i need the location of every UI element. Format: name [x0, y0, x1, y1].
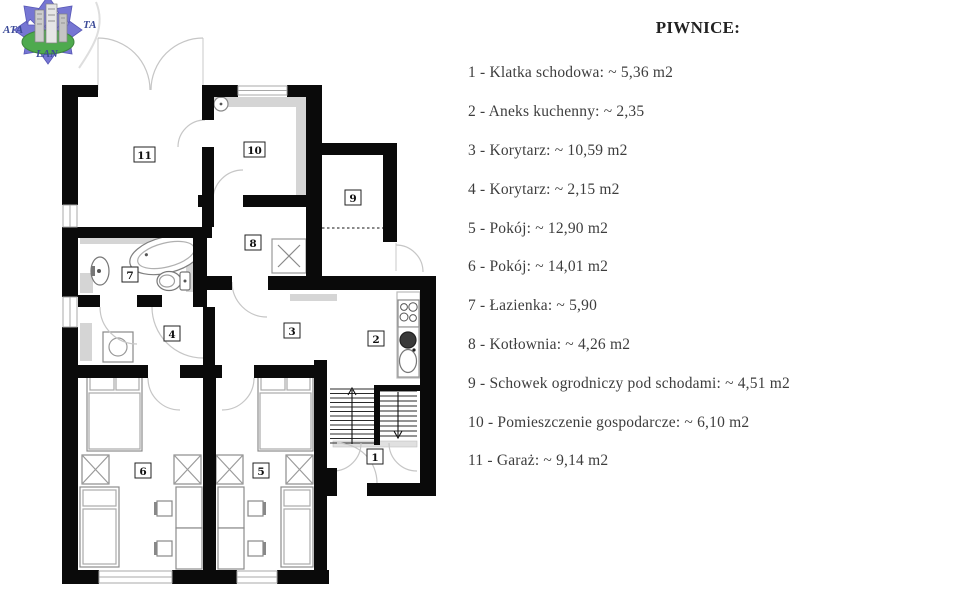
room-label [284, 323, 300, 338]
legend-item: 8 - Kotłownia: ~ 4,26 m2 [468, 335, 631, 353]
legend-title: PIWNICE: [655, 18, 741, 37]
legend-item: 1 - Klatka schodowa: ~ 5,36 m2 [468, 64, 674, 82]
svg-text:4: 4 [168, 329, 176, 341]
window [237, 571, 277, 583]
legend-item: 6 - Pokój: ~ 14,01 m2 [468, 258, 609, 276]
room-label [368, 331, 384, 346]
legend-item: 9 - Schowek ogrodniczy pod schodami: ~ 4,51 m2 [468, 374, 790, 392]
legend-item: 10 - Pomieszczenie gospodarcze: ~ 6,10 m2 [468, 413, 750, 431]
chair [248, 541, 266, 556]
svg-text:5: 5 [257, 466, 265, 478]
double-bed [258, 373, 313, 451]
window [63, 297, 77, 327]
stairs [330, 388, 417, 444]
svg-text:2: 2 [372, 334, 380, 346]
logo-text-left: ATA [3, 24, 24, 36]
room-label [134, 147, 155, 162]
logo-text-right: TA [83, 19, 97, 31]
room-label [253, 463, 269, 478]
svg-text:1: 1 [371, 452, 379, 464]
watermark-logo [2, 0, 100, 68]
room-label [164, 326, 180, 341]
string-curve [79, 2, 100, 68]
bathroom-sink [91, 257, 109, 285]
kitchen-sink [398, 327, 419, 377]
room-legend [468, 18, 928, 481]
legend-item: 5 - Pokój: ~ 12,90 m2 [468, 219, 609, 237]
wardrobe [82, 455, 109, 484]
chair [248, 501, 266, 516]
room-labels [122, 142, 384, 478]
room-label [135, 463, 151, 478]
svg-text:9: 9 [349, 193, 357, 205]
washing-machine [103, 332, 133, 362]
svg-text:3: 3 [288, 326, 296, 338]
chair [154, 541, 172, 556]
stove [398, 300, 419, 327]
desk [176, 487, 202, 569]
legend-item: 2 - Aneks kuchenny: ~ 2,35 [468, 103, 645, 121]
svg-text:11: 11 [137, 150, 152, 162]
legend-items [468, 54, 928, 481]
svg-text:7: 7 [126, 270, 134, 282]
wardrobe [174, 455, 201, 484]
svg-text:6: 6 [139, 466, 147, 478]
svg-text:10: 10 [247, 145, 262, 157]
window [238, 86, 287, 95]
window [99, 571, 172, 583]
toilet [157, 272, 190, 291]
double-bed [87, 373, 142, 451]
svg-text:8: 8 [249, 238, 257, 250]
room-label [245, 235, 261, 250]
legend-item: 11 - Garaż: ~ 9,14 m2 [468, 452, 609, 470]
legend-item: 4 - Korytarz: ~ 2,15 m2 [468, 180, 620, 198]
desk [218, 487, 244, 569]
room-label [345, 190, 361, 205]
room-label [367, 449, 383, 464]
legend-item: 7 - Łazienka: ~ 5,90 [468, 297, 598, 315]
room-label [122, 267, 138, 282]
wardrobe [216, 455, 243, 484]
wardrobe [286, 455, 313, 484]
logo-text-bottom: LAN [36, 48, 58, 60]
single-bed [281, 487, 313, 567]
single-bed [80, 487, 119, 567]
legend-item: 3 - Korytarz: ~ 10,59 m2 [468, 141, 628, 159]
floor-plan [0, 0, 460, 611]
chair [154, 501, 172, 516]
room-label [244, 142, 265, 157]
boiler [272, 239, 306, 273]
window [63, 205, 77, 227]
